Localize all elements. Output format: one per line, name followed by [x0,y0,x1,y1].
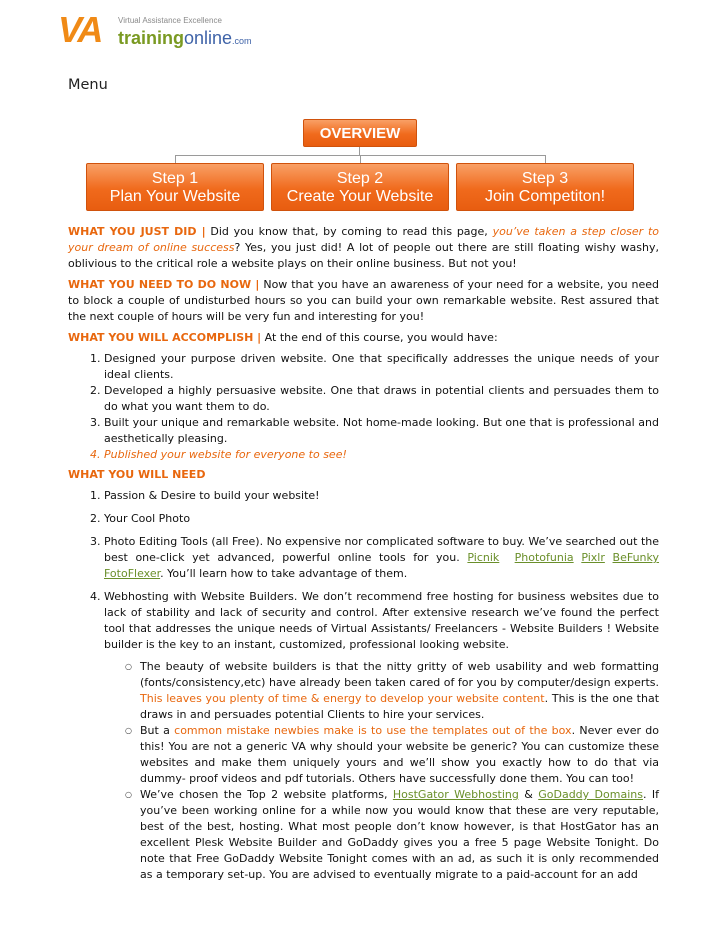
step-3-box[interactable]: Step 3 Join Competiton! [456,163,634,211]
list-item: 3. Built your unique and remarkable website. Not home-made looking. But one that is professional and aesthetically pleasing. [104,415,659,447]
overview-box[interactable]: OVERVIEW [303,119,417,147]
step-2-box[interactable]: Step 2 Create Your Website [271,163,449,211]
befunky-link[interactable]: BeFunky [612,551,660,564]
section-need-now: WHAT YOU NEED TO DO NOW | Now that you have an awareness of your need for a website, you need to block a couple of undisturbed hours so you can build your own remarkable website. Rest assured that the next couple of hours will be very fun and interesting for you! [68,278,659,323]
pixlr-link[interactable]: Pixlr [581,551,605,564]
list-item: 4. Webhosting with Website Builders. We don’t recommend free hosting for business websites due to lack of stability and lack of security and control. After extensive research we’ve found the perfect tool that addresses the unique needs of Virtual Assistants/ Freelancers - Website Builders ! Website builder is the key to an instant, customized, professional looking website. ○ The beauty of website builders is that the nitty gritty of web usability and web formatting (fonts/consistency,etc) have already been taken cared of for you by computer/design experts. This leaves you plenty of time & energy to develop your website content. This is the one that draws in and persuades potential Clients to hire your services. ○ But a common mistake newbies make is to use the templates out of the box. Never ever do this! You are not a generic VA why should your website be generic? You can customize these websites and make them uniquely yours and we’ll show you exactly how to do that via dummy- proof videos and pdf tutorials. Others have successfully done them. You can too! ○ We’ve chosen the Top 2 website platforms, HostGator Webhosting & GoDaddy Domains. If you’ve been working online for a while now you would know that these are very reputable, best of the best, hosting. What most people don’t know however, is that HostGator has an excellent Plesk Website Builder and GoDaddy gives you a free 5 page Website Tonight. Do note that Free GoDaddy Website Tonight comes with an ad, as such it is only recommended as a temporary set-up. You are advised to eventually migrate to a paid-account for an add [104,589,659,883]
menu-label[interactable]: Menu [68,77,108,93]
photofunia-link[interactable]: Photofunia [514,551,574,564]
list-item: 1. Designed your purpose driven website. One that specifically addresses the unique needs of your ideal clients. [104,351,659,383]
picnik-link[interactable]: Picnik [467,551,500,564]
connector [360,155,361,163]
godaddy-link[interactable]: GoDaddy Domains [538,788,643,801]
logo-tagline: Virtual Assistance Excellence [118,16,222,25]
list-item: 2. Your Cool Photo [104,511,659,527]
section-accomplish: WHAT YOU WILL ACCOMPLISH | At the end of this course, you would have: [68,331,498,344]
accomplish-list [68,351,659,463]
list-item: 2. Developed a highly persuasive website. One that draws in potential clients and persuades them to do what you want them to do. [104,383,659,415]
logo [58,9,252,50]
connector [175,155,176,163]
main-content [68,224,659,890]
step-1-box[interactable]: Step 1 Plan Your Website [86,163,264,211]
list-item: 1. Passion & Desire to build your website! [104,488,659,504]
logo-name: trainingonline.com [118,28,252,48]
section-will-need: WHAT YOU WILL NEED [68,468,206,481]
fotoflexer-link[interactable]: FotoFlexer [104,567,161,580]
sub-item: ○ But a common mistake newbies make is to use the templates out of the box. Never ever do this! You are not a generic VA why should your website be generic? You can customize these websites and make them uniquely yours and we’ll show you exactly how to do that via dummy- proof videos and pdf tutorials. Others have successfully done them. You can too! [140,723,659,787]
list-item: 4. Published your website for everyone to see! [104,447,659,463]
logo-va: VA [58,9,102,50]
sub-item: ○ We’ve chosen the Top 2 website platforms, HostGator Webhosting & GoDaddy Domains. If you’ve been working online for a while now you would know that these are very reputable, best of the best, hosting. What most people don’t know however, is that HostGator has an excellent Plesk Website Builder and GoDaddy gives you a free 5 page Website Tonight. Do note that Free GoDaddy Website Tonight comes with an ad, as such it is only recommended as a temporary set-up. You are advised to eventually migrate to a paid-account for an add [140,787,659,883]
section-just-did: WHAT YOU JUST DID | Did you know that, by coming to read this page, you’ve taken a step closer to your dream of online success? Yes, you just did! A lot of people out there are still floating wishy washy, oblivious to the critical role a website plays on their online business. But not you! [68,225,660,270]
will-need-list [68,488,659,883]
list-item: 3. Photo Editing Tools (all Free). No expensive nor complicated software to buy. We’ve searched out the best one-click yet advanced, powerful online tools for you. Picnik Photofunia Pixlr BeFunky FotoFlexer. You’ll learn how to take advantage of them. [104,534,659,582]
hostgator-link[interactable]: HostGator Webhosting [392,788,519,801]
connector [359,147,360,155]
connector [545,155,546,163]
webhosting-sublist [104,659,659,883]
overview-diagram [80,115,640,215]
sub-item: ○ The beauty of website builders is that the nitty gritty of web usability and web formatting (fonts/consistency,etc) have already been taken cared of for you by computer/design experts. This leaves you plenty of time & energy to develop your website content. This is the one that draws in and persuades potential Clients to hire your services. [140,659,659,723]
